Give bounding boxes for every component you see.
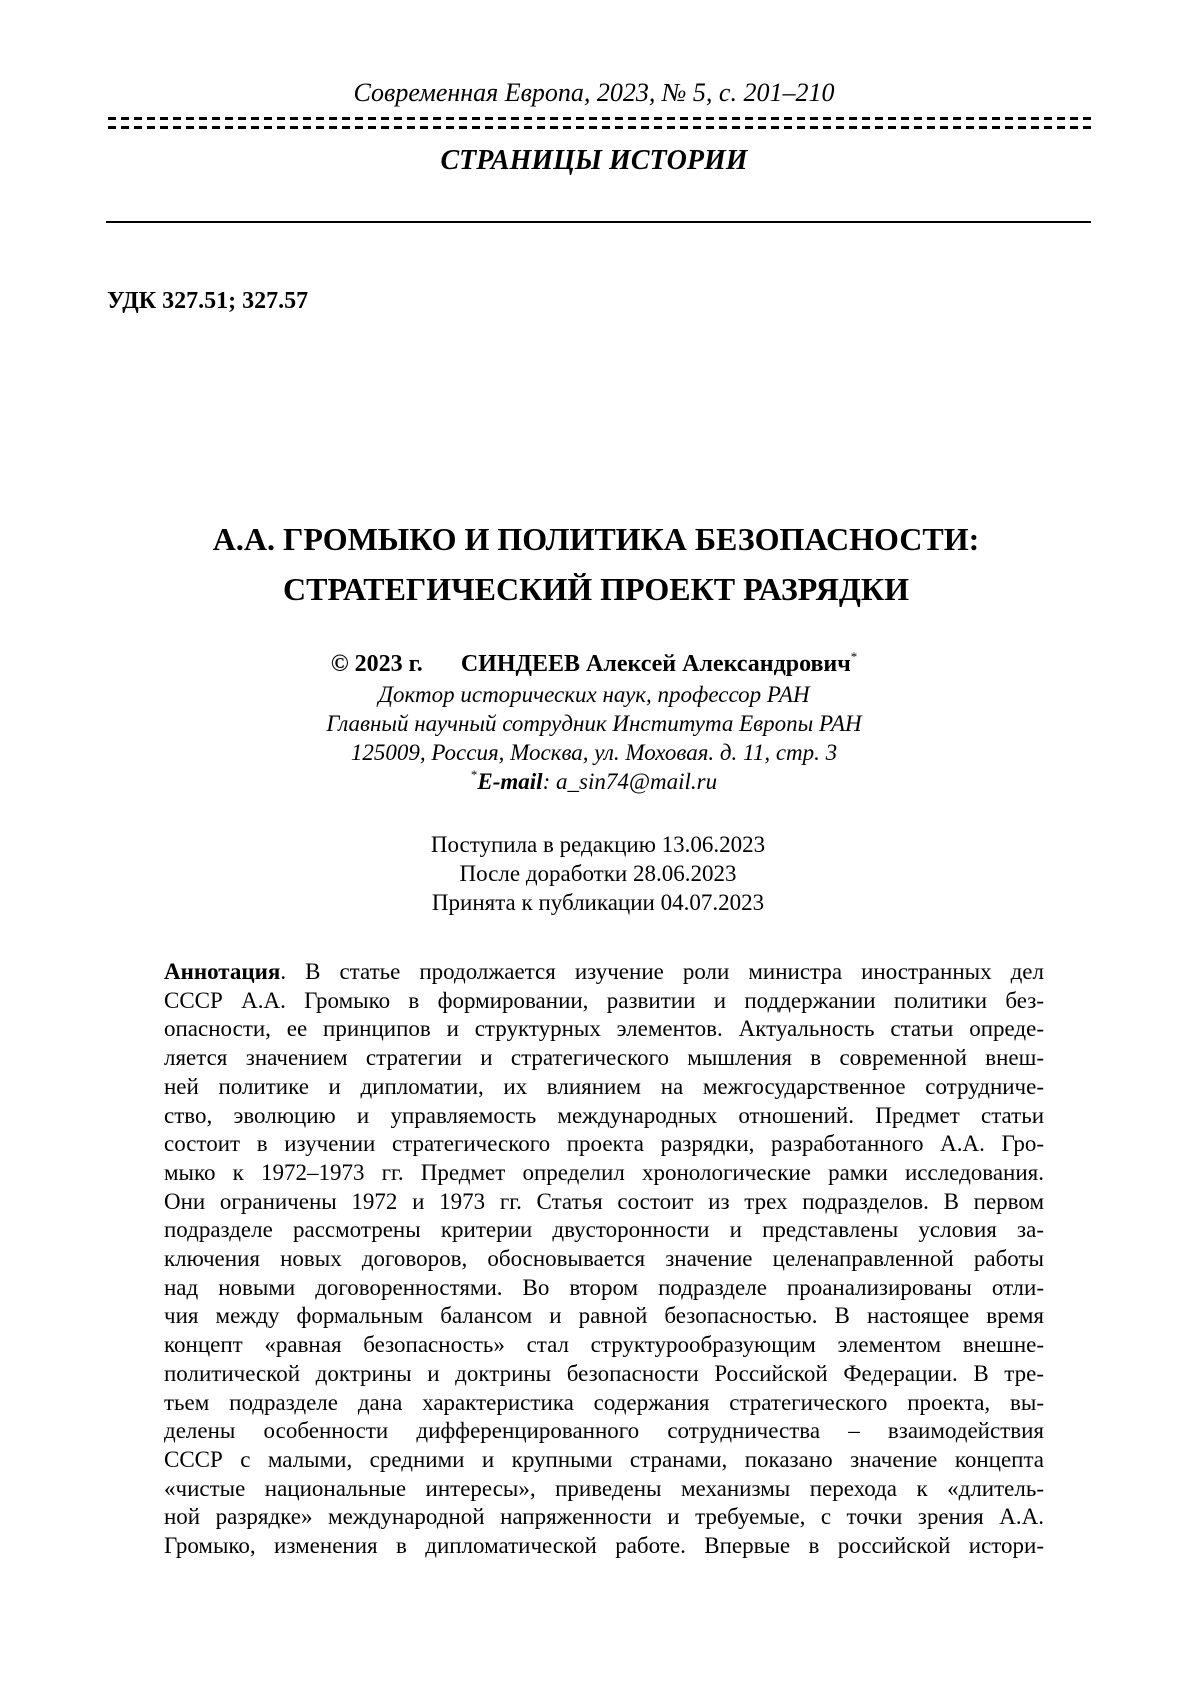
abstract-label: Аннотация [164, 959, 281, 984]
abstract-line: СССР с малыми, средними и крупными странами, показано значение концепта [164, 1446, 1044, 1472]
copyright-year: © 2023 г. [330, 651, 423, 677]
abstract-line: ней политике и дипломатии, их влиянием на межгосударственное сотрудниче- [164, 1073, 1044, 1099]
date-revised: После доработки 28.06.2023 [459, 861, 737, 886]
header-double-dashed-rule [108, 117, 1094, 129]
date-accepted: Принята к публикации 04.07.2023 [431, 890, 765, 915]
abstract-line: концепт «равная безопасность» стал структурообразующим элементом внешне- [164, 1332, 1044, 1358]
abstract-line: Громыко, изменения в дипломатической работе. Впервые в российской истори- [164, 1533, 1044, 1559]
author-block [0, 650, 1200, 796]
abstract-line: политической доктрины и доктрины безопасности Российской Федерации. В тре- [164, 1360, 1044, 1386]
abstract-line: состоит в изучении стратегического проекта разрядки, разработанного А.А. Гро- [164, 1131, 1044, 1157]
abstract-line: над новыми договоренностями. Во втором подразделе проанализированы отли- [164, 1274, 1044, 1300]
journal-citation: Современная Европа, 2023, № 5, с. 201–210 [353, 78, 835, 107]
author-email-line [0, 767, 1194, 796]
email-separator: : [542, 769, 556, 794]
author-address: 125009, Россия, Москва, ул. Моховая. д. 11, стр. 3 [350, 740, 838, 765]
abstract-line: подразделе рассмотрены критерии двусторонности и представлены условия за- [164, 1217, 1044, 1243]
abstract-line: тьем подразделе дана характеристика содержания стратегического проекта, вы- [164, 1389, 1044, 1415]
abstract-line: чия между формальным балансом и равной безопасностью. В настоящее время [164, 1303, 1044, 1329]
abstract-line: делены особенности дифференцированного сотрудничества – взаимодействия [164, 1418, 1044, 1444]
author-name: СИНДЕЕВ Алексей Александрович [460, 651, 851, 677]
abstract-line: ключения новых договоров, обосновывается значение целенаправленной работы [164, 1246, 1044, 1272]
abstract-line: опасности, ее принципов и структурных элементов. Актуальность статьи опреде- [164, 1016, 1044, 1042]
article-title-line-1: А.А. ГРОМЫКО И ПОЛИТИКА БЕЗОПАСНОСТИ: [212, 521, 980, 557]
abstract-line: мыко к 1972–1973 гг. Предмет определил хронологические рамки исследования. [164, 1159, 1044, 1185]
publication-dates [0, 830, 1200, 917]
article-title [0, 514, 1200, 614]
journal-header [0, 78, 1200, 108]
abstract-line: СССР А.А. Громыко в формировании, развитии и поддержании политики без- [164, 987, 1044, 1013]
article-title-line-2: СТРАТЕГИЧЕСКИЙ ПРОЕКТ РАЗРЯДКИ [283, 571, 909, 607]
email-address[interactable]: a_sin74@mail.ru [556, 769, 718, 794]
email-footnote-mark: * [470, 767, 478, 782]
email-label: E-mail [477, 769, 543, 794]
abstract-line: Они ограничены 1972 и 1973 гг. Статья состоит из трех подразделов. В первом [164, 1188, 1044, 1214]
section-title [0, 144, 1200, 178]
date-received: Поступила в редакцию 13.06.2023 [430, 832, 766, 857]
abstract-line: ной разрядке» международной напряженности и требуемые, с точки зрения А.А. [164, 1504, 1044, 1530]
abstract-line: «чистые национальные интересы», приведены механизмы перехода к «длитель- [164, 1475, 1044, 1501]
author-line [0, 650, 1194, 679]
abstract-line: ляется значением стратегии и стратегического мышления в современной внеш- [164, 1045, 1044, 1071]
section-divider-rule [106, 221, 1091, 223]
udk-code: УДК 327.51; 327.57 [107, 288, 309, 314]
author-degree: Доктор исторических наук, профессор РАН [378, 682, 810, 707]
author-footnote-mark: * [850, 649, 858, 664]
abstract [164, 958, 1044, 1561]
abstract-line-1 [164, 958, 1044, 987]
author-position: Главный научный сотрудник Института Европы РАН [326, 711, 862, 736]
abstract-line: ство, эволюцию и управляемость международных отношений. Предмет статьи [164, 1102, 1044, 1128]
section-title-text: СТРАНИЦЫ ИСТОРИИ [440, 145, 748, 176]
abstract-first-line-text: . В статье продолжается изучение роли министра иностранных дел [280, 959, 1044, 984]
